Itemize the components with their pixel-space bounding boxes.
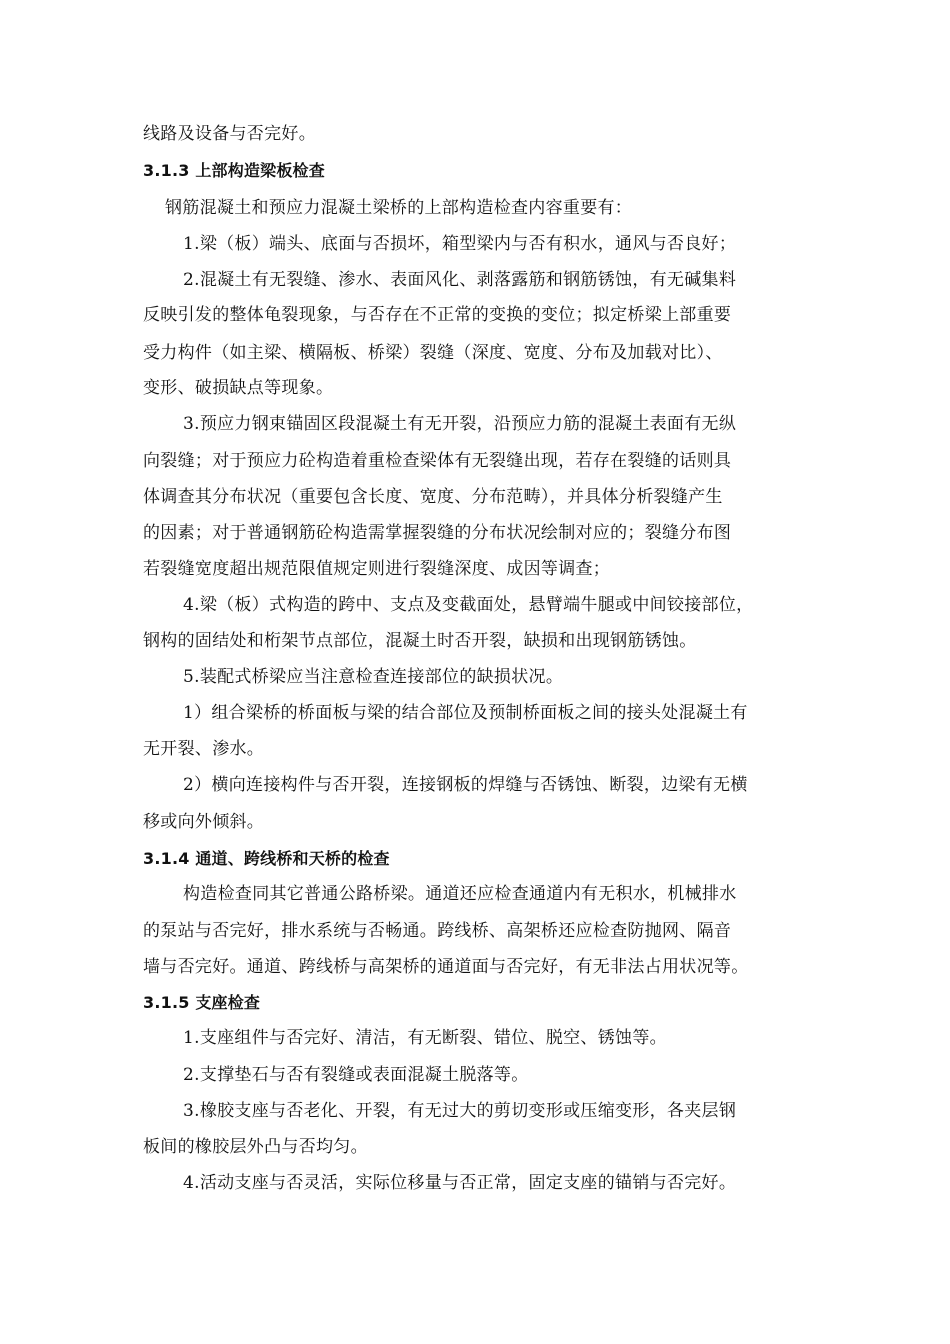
list-item-text: 1）组合梁桥的桥面板与梁的结合部位及预制桥面板之间的接头处混凝土有 bbox=[183, 703, 748, 723]
list-item-text: 1.支座组件与否完好、清洁，有无断裂、错位、脱空、锈蚀等。 bbox=[183, 1028, 667, 1048]
body-text-line: 钢构的固结处和桁架节点部位，混凝土时否开裂，缺损和出现钢筋锈蚀。 bbox=[143, 631, 697, 651]
section-heading-3-1-3: 3.1.3 上部构造梁板检查 bbox=[143, 161, 325, 180]
body-text-line: 反映引发的整体龟裂现象，与否存在不正常的变换的变位；拟定桥梁上部重要 bbox=[143, 305, 732, 325]
list-item-text: 1.梁（板）端头、底面与否损坏，箱型梁内与否有积水，通风与否良好； bbox=[183, 234, 737, 254]
body-text-line: 无开裂、渗水。 bbox=[143, 739, 265, 759]
body-text-line: 变形、破损缺点等现象。 bbox=[143, 378, 334, 398]
list-item-text: 3.橡胶支座与否老化、开裂，有无过大的剪切变形或压缩变形，各夹层钢 bbox=[183, 1101, 737, 1121]
body-text-line: 板间的橡胶层外凸与否均匀。 bbox=[143, 1137, 368, 1157]
section-heading-3-1-5: 3.1.5 支座检查 bbox=[143, 993, 261, 1012]
body-text-line: 若裂缝宽度超出规范限值规定则进行裂缝深度、成因等调查； bbox=[143, 559, 611, 579]
list-item-text: 2）横向连接构件与否开裂，连接钢板的焊缝与否锈蚀、断裂，边梁有无横 bbox=[183, 775, 748, 795]
body-text-line: 移或向外倾斜。 bbox=[143, 812, 265, 832]
section-heading-3-1-4: 3.1.4 通道、跨线桥和天桥的检查 bbox=[143, 849, 390, 868]
body-text-line: 线路及设备与否完好。 bbox=[143, 124, 316, 144]
body-text-line: 构造检查同其它普通公路桥梁。通道还应检查通道内有无积水，机械排水 bbox=[183, 884, 737, 904]
list-item-text: 2.支撑垫石与否有裂缝或表面混凝土脱落等。 bbox=[183, 1065, 529, 1085]
body-text-line: 向裂缝；对于预应力砼构造着重检查梁体有无裂缝出现，若存在裂缝的话则具 bbox=[143, 451, 732, 471]
body-text-line: 钢筋混凝土和预应力混凝土梁桥的上部构造检查内容重要有： bbox=[165, 198, 633, 218]
list-item-text: 4.活动支座与否灵活，实际位移量与否正常，固定支座的锚销与否完好。 bbox=[183, 1173, 737, 1193]
list-item-text: 3.预应力钢束锚固区段混凝土有无开裂，沿预应力筋的混凝土表面有无纵 bbox=[183, 414, 737, 434]
body-text-line: 的泵站与否完好，排水系统与否畅通。跨线桥、高架桥还应检查防抛网、隔音 bbox=[143, 921, 732, 941]
body-text-line: 的因素；对于普通钢筋砼构造需掌握裂缝的分布状况绘制对应的；裂缝分布图 bbox=[143, 523, 732, 543]
list-item-text: 4.梁（板）式构造的跨中、支点及变截面处，悬臂端牛腿或中间铰接部位， bbox=[183, 595, 754, 615]
body-text-line: 受力构件（如主梁、横隔板、桥梁）裂缝（深度、宽度、分布及加载对比）、 bbox=[143, 343, 723, 363]
list-item-text: 5.装配式桥梁应当注意检查连接部位的缺损状况。 bbox=[183, 667, 564, 687]
list-item-text: 2.混凝土有无裂缝、渗水、表面风化、剥落露筋和钢筋锈蚀，有无碱集料 bbox=[183, 270, 737, 290]
body-text-line: 体调查其分布状况（重要包含长度、宽度、分布范畴），并具体分析裂缝产生 bbox=[143, 487, 723, 507]
body-text-line: 墙与否完好。通道、跨线桥与高架桥的通道面与否完好，有无非法占用状况等。 bbox=[143, 957, 749, 977]
